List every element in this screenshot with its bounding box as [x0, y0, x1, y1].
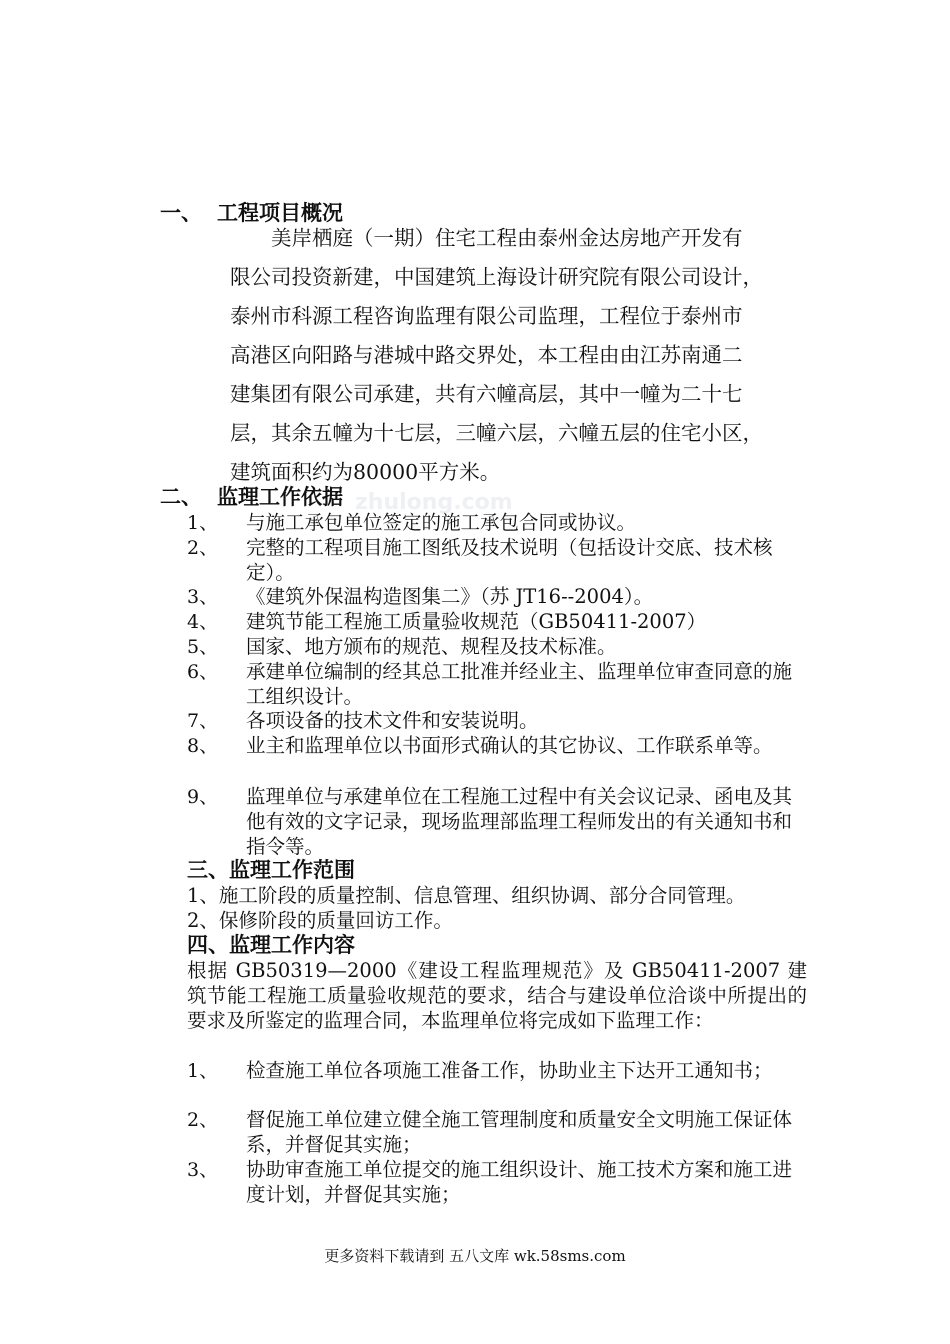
section1-number: 一、: [160, 201, 202, 225]
section1-line: 美岸栖庭（一期）住宅工程由泰州金达房地产开发有: [271, 226, 743, 250]
list-item-number: 2、: [187, 537, 219, 559]
section2-number: 二、: [160, 485, 202, 509]
list-item-number: 5、: [187, 636, 219, 658]
list-item-text: 督促施工单位建立健全施工管理制度和质量安全文明施工保证体系，并督促其实施；: [246, 1108, 793, 1156]
list-item-number: 7、: [187, 710, 219, 732]
scope-item: 1、施工阶段的质量控制、信息管理、组织协调、部分合同管理。: [187, 884, 746, 907]
section2-title: 监理工作依据: [217, 485, 343, 509]
list-item-number: 1、: [187, 512, 219, 534]
list-item-number: 3、: [187, 586, 219, 608]
section1-paragraph: [230, 219, 830, 492]
section1-line: 建集团有限公司承建，共有六幢高层，其中一幢为二十七: [230, 382, 743, 406]
list-item-number: 9、: [187, 786, 219, 808]
list-item-number: 2、: [187, 1109, 219, 1131]
list-item-number: 6、: [187, 661, 219, 683]
list-item-number: 4、: [187, 611, 219, 633]
list-item-text: 各项设备的技术文件和安装说明。: [246, 709, 539, 732]
section1-title: 工程项目概况: [217, 201, 343, 225]
section1-line: 泰州市科源工程咨询监理有限公司监理，工程位于泰州市: [230, 304, 743, 328]
list-item-text: 承建单位编制的经其总工批准并经业主、监理单位审查同意的施工组织设计。: [246, 660, 793, 708]
list-item-number: 8、: [187, 735, 219, 757]
scope-item: 2、保修阶段的质量回访工作。: [187, 909, 453, 932]
section1-line: 高港区向阳路与港城中路交界处，本工程由由江苏南通二: [230, 343, 743, 367]
list-item-text: 业主和监理单位以书面形式确认的其它协议、工作联系单等。: [246, 734, 773, 757]
list-item-text: 与施工承包单位签定的施工承包合同或协议。: [246, 511, 637, 534]
list-item-number: 1、: [187, 1060, 219, 1082]
watermark: zhulong.com: [355, 490, 513, 515]
list-item-text: 《建筑外保温构造图集二》（苏 JT16--2004）。: [246, 585, 654, 608]
section1-line: 建筑面积约为80000平方米。: [230, 460, 501, 484]
list-item-text: 协助审查施工单位提交的施工组织设计、施工技术方案和施工进度计划，并督促其实施；: [246, 1158, 793, 1206]
list-item-text: 国家、地方颁布的规范、规程及技术标准。: [246, 635, 617, 658]
list-item-text: 完整的工程项目施工图纸及技术说明（包括设计交底、技术核定）。: [246, 536, 773, 584]
list-item-text: 检查施工单位各项施工准备工作，协助业主下达开工通知书；: [246, 1059, 773, 1082]
list-item-number: 3、: [187, 1159, 219, 1181]
list-item-text: 监理单位与承建单位在工程施工过程中有关会议记录、函电及其他有效的文字记录，现场监理部监理工程师发出的有关通知书和指令等。: [246, 785, 793, 858]
section1-line: 限公司投资新建，中国建筑上海设计研究院有限公司设计，: [230, 265, 763, 289]
footer-download-note: 更多资料下载请到 五八文库 wk.58sms.com: [324, 1247, 626, 1265]
list-item-text: 建筑节能工程施工质量验收规范（GB50411-2007）: [246, 610, 707, 633]
section4-intro: 根据 GB50319—2000《建设工程监理规范》及 GB50411-2007 建筑节能工程施工质量验收规范的要求，结合与建设单位洽谈中所提出的要求及所鉴定的监理合同，本监理单位将完成如下监理工作：: [187, 959, 807, 1032]
section1-line: 层，其余五幢为十七层，三幢六层，六幢五层的住宅小区，: [230, 421, 763, 445]
section3-title: 三、监理工作范围: [187, 858, 355, 882]
section4-title: 四、监理工作内容: [187, 933, 355, 957]
